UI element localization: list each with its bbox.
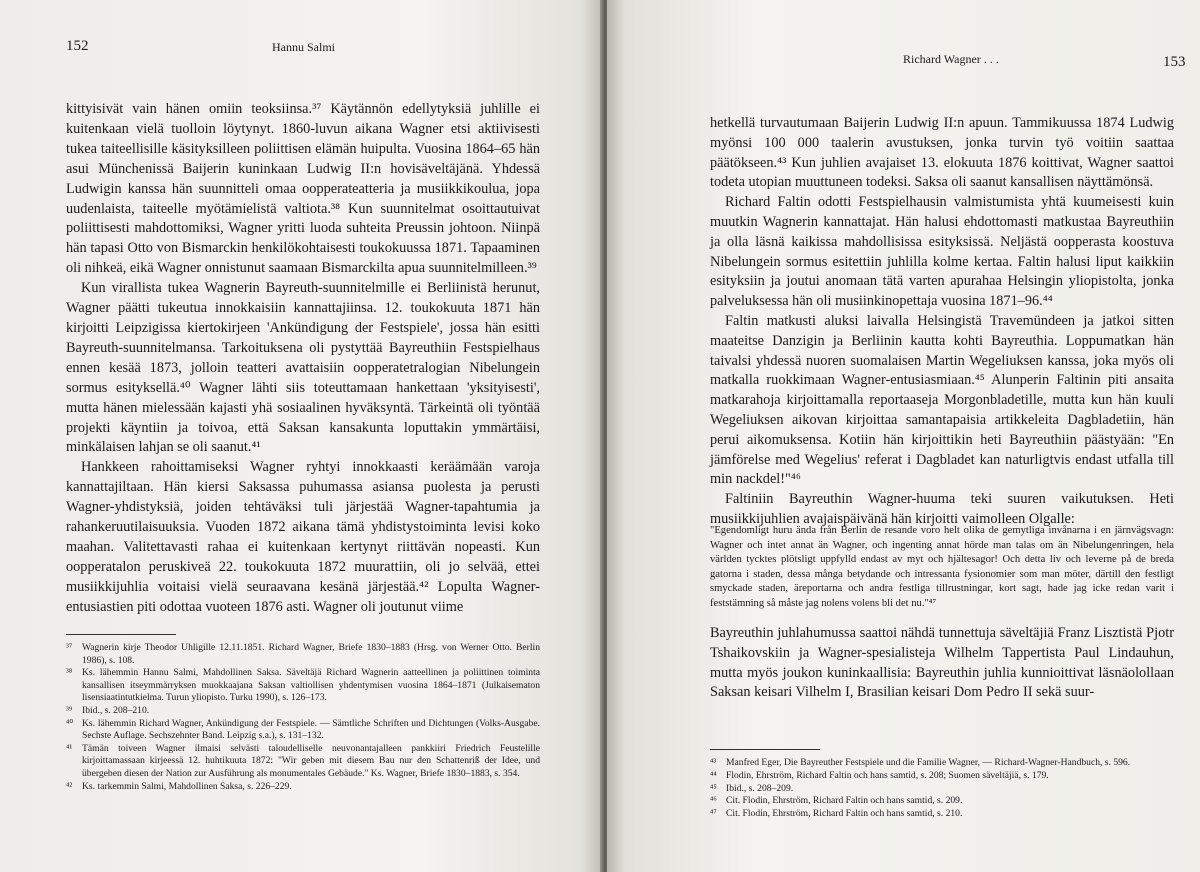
paragraph: Faltin matkusti aluksi laivalla Helsingistä Travemündeen ja jatkoi sitten maateitse Danzigin ja Berliinin kautta kohti Bayreuthia. Loppumatkan hän taivalsi yhdessä nuoren suomalaisen Martin Wegeliuksen kanssa, joka myös oli matkalla ruokkimaan Wagner-entusiasmiaan.⁴⁵ Alunperin Faltinin piti ansaita matkarahoja kirjoittamalla reportaaseja Morgonbladetille, mutta kun hän kuuli Wegeliuksen aikovan kirjoittaa samantapaisia artikkeleita Dagbladetiin, hän perui aikomuksensa. Kotiin hän kirjoittikin heti Bayreuthiin päästyään: "En jämförelse med Wegelius' referat i Dagbladet kan naturligtvis endast utfalla till min nackdel!"⁴⁶ — [710, 312, 1174, 488]
footnote-text: Cit. Flodin, Ehrström, Richard Faltin och hans samtid, s. 210. — [726, 808, 963, 820]
footnote — [66, 642, 540, 667]
footnote-text: Ibid., s. 208–210. — [82, 704, 150, 716]
running-head-left: Hannu Salmi — [272, 40, 335, 54]
paragraph-after-quote: Bayreuthin juhlahumussa saattoi nähdä tunnettuja säveltäjiä Franz Lisztistä Pjotr Tshaikovskiin ja Wagner-spesialisteja Wilhelm Tappertista Paul Lindauhun, mutta myös joukon kuninkaallisia: Bayreuthin juhlia kunnioittivat läsnäolollaan Saksan keisari Vilhelm I, Brasilian keisari Dom Pedro II sekä suur- — [710, 625, 1174, 701]
paragraph: Richard Faltin odotti Festspielhausin valmistumista yhtä kuumeisesti kuin muutkin Wagnerin kannattajat. Hän halusi ehdottomasti matkustaa Bayreuthiin ja olla läsnä kaikissa mahdollisissa esityksissä. Neljästä oopperasta koostuva Nibelungein sormus esitettiin juhlilla kolme kertaa. Faltin halusi liput kaikkiin esityksiin ja joutui anomaan tätä varten apurahaa Helsingin yliopistolta, jonka palveluksessa hän oli musiinkinopettaja vuosina 1871–96.⁴⁴ — [710, 194, 1174, 310]
footnote-rule — [710, 749, 820, 750]
running-head-right: Richard Wagner . . . — [903, 52, 999, 66]
block-quote: "Egendomligt huru ända från Berlin de resande voro helt olika de gemytliga invånarna i en järnvägsvagn: Wagner och intet annat än Wagner, och ingenting annat hörde man talas om än Nibelungenringen, hela världen tycktes plötsligt uppfylld endast av myt och hjältesagor! Och detta liv och leverne på de breda gatorna i staden, dessa många betydande och intressanta fysionomier som man möter, därtill den festligt smyckade staden, äreportarna och andra festliga tillrustningar, kort sagt, hade jag icke redan varit i feststämning så måste jag nolens volens bli det nu."⁴⁷ — [710, 525, 1174, 609]
footnote — [66, 743, 540, 781]
footnote — [710, 757, 1174, 770]
footnote-text: Ks. lähemmin Hannu Salmi, Mahdollinen Saksa. Säveltäjä Richard Wagnerin aatteellinen ja poliittinen toiminta kansallisen itseymmärryksen muokkaajana Saksan valtiollisen yhdentymisen vuosina 1864–1871 (Julkaisematon lisensiaatintutkielma. Turun yliopisto. Turku 1990), s. 126–173. — [82, 667, 540, 704]
right-body-text — [710, 114, 1174, 530]
footnote-text: Ks. lähemmin Richard Wagner, Ankündigung der Festspiele. — Sämtliche Schriften und Dichtungen (Volks-Ausgabe. Sechste Auflage. Sechszehnter Band. Leipzig s.a.), s. 131–132. — [82, 717, 540, 742]
footnote-text: Wagnerin kirje Theodor Uhligille 12.11.1851. Richard Wagner, Briefe 1830–1883 (Hrsg. von Werner Otto. Berlin 1986), s. 108. — [82, 642, 540, 666]
footnote — [710, 783, 1174, 796]
footnote-number: ⁴⁶ — [710, 795, 717, 807]
footnote-text: Cit. Flodin, Ehrström, Richard Faltin och hans samtid, s. 209. — [726, 795, 963, 807]
footnote — [710, 795, 1174, 808]
footnote-number: ⁴² — [66, 780, 73, 792]
left-body-text — [66, 100, 540, 618]
left-footnotes — [66, 642, 540, 793]
footnote-number: ⁴⁵ — [710, 782, 717, 794]
paragraph: Faltiniin Bayreuthin Wagner-huuma teki suuren vaikutuksen. Heti musiikkijuhlien avajaispäivänä hän kirjoitti vaimolleen Olgalle: — [710, 491, 1174, 527]
footnote-number: ⁴⁴ — [710, 769, 717, 781]
footnote — [66, 718, 540, 743]
footnote-text: Tämän toiveen Wagner ilmaisi selvästi taloudelliselle neuvonantajalleen pankkiiri Friedrich Feustelille kirjoittamassaan kirjeessä 12. huhtikuuta 1872: "Wir geben mit diesem Bau nur den Schattenriß der Idee, und übergeben diesen der Nation zur Ausführung als monumentales Gebäude." Ks. Wagner, Briefe 1830–1883, s. 354. — [82, 742, 540, 779]
paragraph: Hankkeen rahoittamiseksi Wagner ryhtyi innokkaasti keräämään varoja kannattajiltaan. Hän kiersi Saksassa puhumassa asiansa puolesta ja perusti Wagner-yhdistyksiä, joiden tehtäväksi tuli järjestää Wagner-tapahtumia ja rahankeruutilaisuuksia. Vuoden 1872 aikana tämä yhdistystoiminta levisi koko maahan. Valitettavasti rahaa ei kuitenkaan kertynyt riittävän nopeasti. Kun oopperatalon peruskiveä 22. toukokuuta 1872 muurattiin, oli jo selvää, ettei musiikkijuhlia voitaisi vielä seuraavana kesänä järjestää.⁴² Lopulta Wagner-entusiastien piti odottaa vuoteen 1876 asti. Wagner oli joutunut viime — [66, 459, 540, 615]
footnote — [710, 808, 1174, 821]
footnote — [66, 667, 540, 705]
footnote-number: ⁴⁰ — [66, 717, 74, 729]
footnote-text: Manfred Eger, Die Bayreuther Festspiele und die Familie Wagner, — Richard-Wagner-Handbuch, s. 596. — [726, 757, 1131, 768]
footnote-number: ³⁹ — [66, 704, 73, 716]
paragraph: hetkellä turvautumaan Baijerin Ludwig II:n apuun. Tammikuussa 1874 Ludwig myönsi 100 000 taalerin avustuksen, jonka turvin työ voitiin saattaa päätökseen.⁴³ Kun juhlien avajaiset 13. elokuuta 1876 koittivat, Wagner saattoi todeta utopian muuttuneen todeksi. Saksa oli saanut kansallisen näyttämönsä. — [710, 115, 1174, 191]
footnote-text: Ibid., s. 208–209. — [726, 782, 794, 794]
footnote-text: Ks. tarkemmin Salmi, Mahdollinen Saksa, s. 226–229. — [82, 780, 292, 792]
footnote-text: Flodin, Ehrström, Richard Faltin och hans samtid, s. 208; Suomen säveltäjiä, s. 179. — [726, 769, 1049, 781]
footnote-number: ⁴⁷ — [710, 808, 717, 820]
footnote — [66, 705, 540, 718]
right-footnotes — [710, 757, 1174, 821]
footnote-number: ³⁷ — [66, 642, 73, 653]
page-number-right: 153 — [1163, 54, 1186, 70]
footnote-number: ⁴¹ — [66, 742, 73, 754]
paragraph: kittyisivät vain hänen omiin teoksiinsa.³⁷ Käytännön edellytyksiä juhlille ei kuitenkaan vielä tuolloin löytynyt. 1860-luvun aikana Wagner etsi aktiivisesti tukea taiteellisille käsityksilleen poliittisen elämän huipulta. Vuosina 1864–65 hän asui Münchenissä Baijerin kuninkaan Ludwig II:n hovisäveltäjänä. Yhdessä Ludwigin kanssa hän suunnitteli omaa oopperateatteria ja musiikkikoulua, jopa uudenlaista, taiteelle myötämielistä valtiota.³⁸ Kun suunnitelmat osoittautuivat poliittisesti mahdottomiksi, Wagner yritti luoda suhteita Preussin johtoon. Niinpä hän tapasi Otto von Bismarckin henkilökohtaisesti toukokuussa 1871. Tapaaminen oli nihkeä, eikä Wagner onnistunut saamaan Bismarckilta apua suunnitelmilleen.³⁹ — [66, 101, 540, 277]
right-page — [607, 0, 1200, 872]
footnote-number: ³⁸ — [66, 667, 73, 679]
footnote — [66, 781, 540, 794]
footnote-rule — [66, 634, 176, 635]
page-number-left: 152 — [66, 38, 89, 54]
footnote — [710, 770, 1174, 783]
paragraph: Kun virallista tukea Wagnerin Bayreuth-suunnitelmille ei Berliinistä herunut, Wagner päätti tukeutua innokkaisiin kannattajiinsa. 12. toukokuuta 1871 hän kirjoitti Leipzigissa kiertokirjeen 'Ankündigung der Festspiele', jossa hän esitti Bayreuth-suunnitelmansa. Tarkoituksena oli pystyttää Bayreuthiin Festspielhaus ennen kesää 1873, jolloin teatteri avattaisiin oopperatetralogian Nibelungein sormus esityksellä.⁴⁰ Wagner lähti siis toteuttamaan hankettaan 'yksityisesti', mutta hänen mielessään kajasti yhä sosiaalinen hyväksyntä. Tärkeintä oli työntää projekti käyntiin ja toivoa, että Saksan kansakunta loputtakin ymmärtäisi, minkälaisen lahjan se oli saanut.⁴¹ — [66, 280, 540, 456]
footnote-number: ⁴³ — [710, 757, 717, 768]
